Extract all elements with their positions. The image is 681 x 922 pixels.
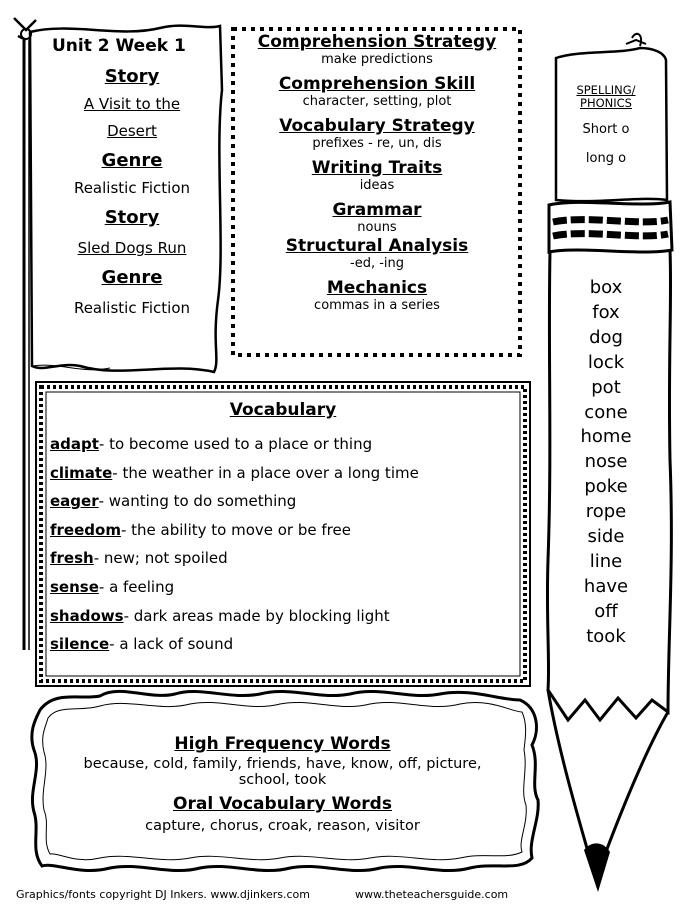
vocabulary-strategy-heading: Vocabulary Strategy [279, 116, 475, 136]
structural-analysis-heading: Structural Analysis [285, 236, 469, 256]
spelling-word: lock [587, 351, 625, 373]
strategy-box [236, 30, 518, 356]
genre-heading: Genre [101, 150, 163, 171]
vocab-definition: - new; not spoiled [93, 549, 228, 568]
vocabulary-title: Vocabulary [229, 400, 337, 420]
vocab-entry [38, 487, 528, 516]
website-footer: www.theteachersguide.com [355, 888, 509, 901]
comprehension-strategy-value: make predictions [321, 52, 433, 67]
genre-value-2: Realistic Fiction [73, 299, 191, 317]
high-frequency-words: because, cold, family, friends, have, know, off, picture, school, took [83, 756, 482, 788]
oral-vocabulary-words: capture, chorus, croak, reason, visitor [145, 818, 420, 834]
story-heading: Story [104, 66, 160, 87]
story-title-line2: Desert [107, 122, 157, 140]
vocab-word: sense [50, 577, 99, 596]
spelling-word: off [594, 600, 618, 622]
vocabulary-strategy-value: prefixes - re, un, dis [312, 136, 442, 151]
grammar-value: nouns [357, 220, 397, 235]
spelling-word: rope [585, 501, 627, 523]
spelling-word: nose [584, 451, 628, 473]
spelling-word: pot [591, 376, 621, 398]
unit-flag [42, 30, 222, 375]
spelling-word: have [583, 575, 629, 597]
mechanics-value: commas in a series [314, 298, 440, 313]
copyright-footer: Graphics/fonts copyright DJ Inkers. www.djinkers.com [16, 888, 310, 901]
spelling-phonics-label [553, 84, 659, 166]
vocab-entry [38, 459, 528, 488]
vocab-entry [38, 573, 528, 602]
phonics-pattern-2: long o [585, 151, 627, 166]
vocab-entry [38, 544, 528, 573]
vocab-definition: - the weather in a place over a long time [112, 463, 419, 482]
vocab-word: eager [50, 492, 99, 511]
vocab-word: adapt [50, 435, 99, 453]
genre-value: Realistic Fiction [73, 179, 191, 197]
spelling-word-list [553, 276, 659, 650]
vocab-entry [38, 602, 528, 631]
comprehension-skill-value: character, setting, plot [302, 94, 452, 109]
vocab-definition: - a lack of sound [109, 635, 234, 654]
comprehension-skill-heading: Comprehension Skill [278, 74, 476, 94]
vocab-entry [38, 516, 528, 545]
story-heading-2: Story [104, 207, 160, 228]
vocab-definition: - wanting to do something [98, 492, 297, 511]
spelling-word: took [586, 625, 626, 647]
comprehension-strategy-heading: Comprehension Strategy [257, 32, 497, 52]
phonics-pattern-1: Short o [582, 122, 630, 137]
spelling-word: side [587, 526, 625, 548]
spelling-word: poke [584, 476, 628, 498]
vocab-word: silence [50, 635, 110, 654]
vocab-entry [38, 430, 528, 459]
spelling-word: cone [584, 401, 628, 423]
spelling-word: fox [592, 301, 620, 323]
writing-traits-value: ideas [359, 178, 395, 193]
spelling-title-line1: SPELLING/ [576, 83, 636, 97]
vocab-definition: - the ability to move or be free [120, 520, 351, 539]
spelling-word: box [589, 277, 623, 298]
story-title-2: Sled Dogs Run [77, 239, 187, 257]
vocab-word: freedom [50, 520, 121, 539]
writing-traits-heading: Writing Traits [311, 158, 443, 178]
vocab-definition: - a feeling [98, 577, 175, 596]
spelling-word: home [580, 426, 632, 448]
vocab-definition: - dark areas made by blocking light [123, 606, 390, 625]
oral-vocabulary-heading: Oral Vocabulary Words [173, 794, 392, 814]
spelling-word: line [589, 550, 623, 572]
unit-title: Unit 2 Week 1 [52, 36, 186, 56]
vocab-word: shadows [50, 606, 124, 625]
spelling-title-line2: PHONICS [580, 96, 632, 110]
vocab-entry [38, 630, 528, 659]
grammar-heading: Grammar [332, 200, 422, 220]
story-title-line1: A Visit to the [83, 95, 181, 113]
mechanics-heading: Mechanics [326, 278, 428, 298]
word-lists-cloud [30, 692, 535, 870]
vocab-word: climate [50, 463, 113, 482]
genre-heading-2: Genre [101, 267, 163, 288]
spelling-word: dog [589, 326, 623, 348]
high-frequency-heading: High Frequency Words [174, 734, 391, 754]
vocabulary-box [38, 384, 528, 684]
vocab-definition: - to become used to a place or thing [98, 435, 373, 453]
vocab-word: fresh [50, 549, 94, 568]
structural-analysis-value: -ed, -ing [350, 256, 404, 271]
